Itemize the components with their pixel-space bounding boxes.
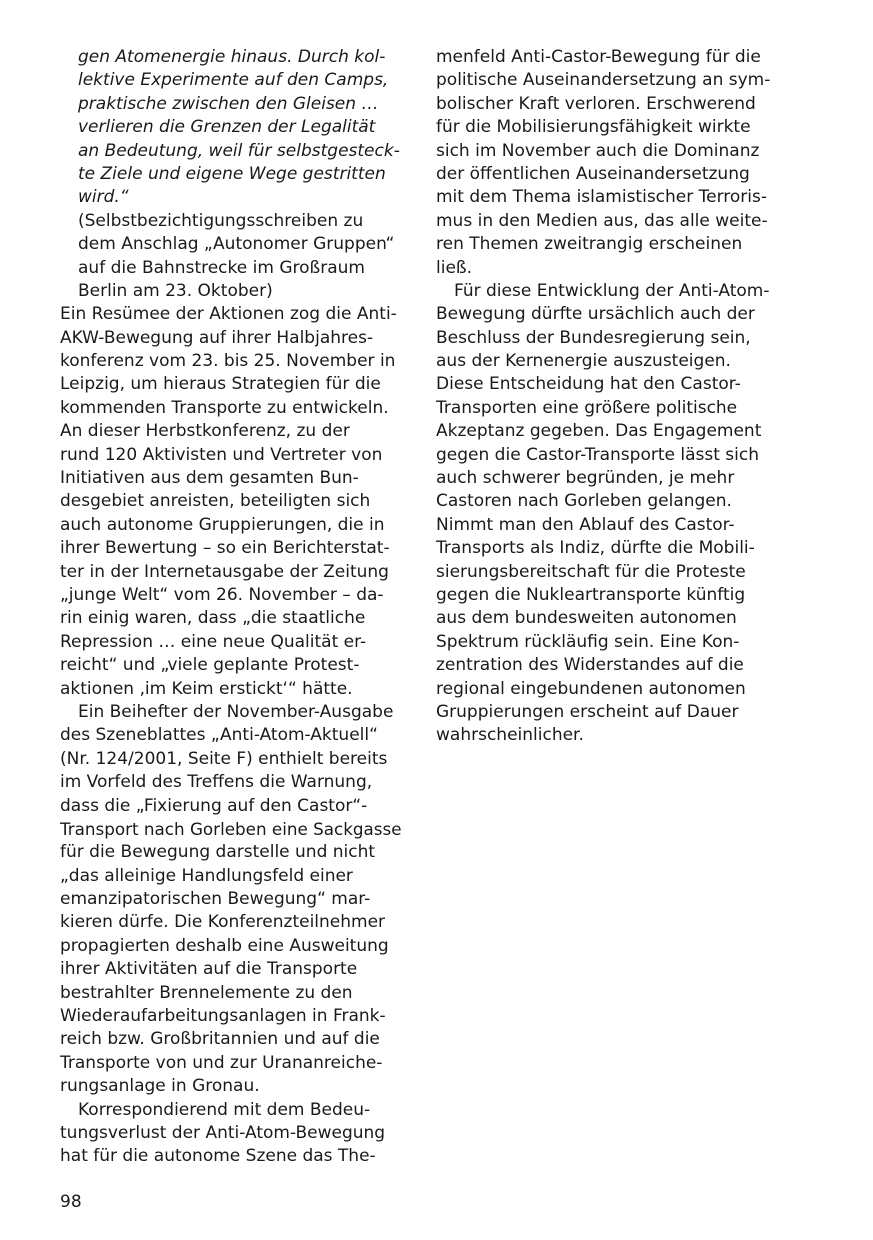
text-line: ter in der Internetausgabe der Zeitung — [60, 561, 389, 582]
text-line: Ein Beihefter der November-Ausgabe — [78, 701, 394, 722]
text-line: Ein Resümee der Aktionen zog die Anti- — [60, 304, 397, 325]
text-line: Repression … eine neue Qualität er- — [60, 631, 367, 652]
text-line: „das alleinige Handlungsfeld einer — [60, 865, 353, 886]
text-line: rungsanlage in Gronau. — [60, 1076, 260, 1097]
text-line: Akzeptanz gegeben. Das Engagement — [436, 421, 762, 442]
text-line: auf die Bahnstrecke im Großraum — [78, 257, 365, 278]
text-line: rin einig waren, dass „die staatliche — [60, 608, 366, 629]
text-line: ren Themen zweitrangig erscheinen — [436, 234, 743, 255]
text-line: menfeld Anti-Castor-Bewegung für die — [436, 47, 761, 67]
text-line: desgebiet anreisten, beteiligten sich — [60, 491, 371, 512]
text-line: verlieren die Grenzen der Legalität — [78, 117, 376, 138]
right-text-column — [436, 46, 786, 748]
text-line: gen Atomenergie hinaus. Durch kol- — [78, 47, 386, 67]
left-text-column — [60, 46, 405, 1169]
text-line: auch autonome Gruppierungen, die in — [60, 514, 385, 535]
text-line: zentration des Widerstandes auf die — [436, 655, 744, 676]
text-line: politische Auseinandersetzung an sym- — [436, 70, 771, 91]
text-line: wird.“ — [78, 187, 129, 208]
text-line: dem Anschlag „Autonomer Gruppen“ — [78, 234, 395, 255]
text-line: te Ziele und eigene Wege gestritten — [78, 163, 386, 184]
text-line: aktionen ‚im Keim erstickt‘“ hätte. — [60, 678, 353, 699]
text-line: „junge Welt“ vom 26. November – da- — [60, 584, 384, 605]
text-line: wahrscheinlicher. — [436, 725, 584, 746]
text-line: aus der Kernenergie auszusteigen. — [436, 351, 731, 372]
text-line: Leipzig, um hieraus Strategien für die — [60, 374, 381, 395]
text-line: Transporte von und zur Urananreiche- — [60, 1052, 383, 1073]
text-line: konferenz vom 23. bis 25. November in — [60, 351, 396, 372]
text-line: ließ. — [436, 257, 473, 278]
text-line: sierungsbereitschaft für die Proteste — [436, 561, 746, 582]
text-line: kieren dürfe. Die Konferenzteilnehmer — [60, 912, 386, 933]
text-line: emanzipatorischen Bewegung“ mar- — [60, 889, 371, 910]
text-line: Transport nach Gorleben eine Sackgasse — [60, 818, 402, 839]
text-line: Wiederaufarbeitungsanlagen in Frank- — [60, 1006, 386, 1027]
text-line: Transporten eine größere politische — [436, 397, 738, 418]
text-line: gegen die Castor-Transporte lässt sich — [436, 444, 759, 465]
text-line: bolischer Kraft verloren. Erschwerend — [436, 93, 756, 114]
page-number: 98 — [60, 1192, 82, 1212]
text-line: Transports als Indiz, dürfte die Mobili- — [436, 538, 755, 559]
text-line: (Nr. 124/2001, Seite F) enthielt bereits — [60, 748, 388, 769]
text-line: ihrer Aktivitäten auf die Transporte — [60, 959, 358, 980]
text-line: ihrer Bewertung – so ein Berichterstat- — [60, 538, 390, 559]
text-line: gegen die Nukleartransporte künftig — [436, 584, 746, 605]
text-line: reich bzw. Großbritannien und auf die — [60, 1029, 380, 1050]
text-line: Korrespondierend mit dem Bedeu- — [78, 1099, 371, 1120]
text-line: im Vorfeld des Treffens die Warnung, — [60, 772, 373, 793]
text-line: Nimmt man den Ablauf des Castor- — [436, 514, 735, 535]
text-line: hat für die autonome Szene das The- — [60, 1146, 376, 1167]
text-line: auch schwerer begründen, je mehr — [436, 468, 735, 489]
text-line: rund 120 Aktivisten und Vertreter von — [60, 444, 383, 465]
text-line: der öffentlichen Auseinandersetzung — [436, 163, 750, 184]
text-line: propagierten deshalb eine Ausweitung — [60, 935, 389, 956]
text-line: tungsverlust der Anti-Atom-Bewegung — [60, 1122, 386, 1143]
text-line: mus in den Medien aus, das alle weite- — [436, 210, 768, 231]
text-line: aus dem bundesweiten autonomen — [436, 608, 737, 629]
text-line: Beschluss der Bundesregierung sein, — [436, 327, 751, 348]
text-line: lektive Experimente auf den Camps, — [78, 70, 389, 91]
text-line: sich im November auch die Dominanz — [436, 140, 760, 161]
text-line: Gruppierungen erscheint auf Dauer — [436, 701, 739, 722]
text-line: Bewegung dürfte ursächlich auch der — [436, 304, 755, 325]
text-line: AKW-Bewegung auf ihrer Halbjahres- — [60, 327, 374, 348]
text-line: kommenden Transporte zu entwickeln. — [60, 397, 389, 418]
text-line: praktische zwischen den Gleisen … — [78, 93, 379, 114]
text-line: für die Mobilisierungsfähigkeit wirkte — [436, 117, 751, 138]
text-line: mit dem Thema islamistischer Terroris- — [436, 187, 768, 208]
text-line: für die Bewegung darstelle und nicht — [60, 842, 376, 863]
text-line: (Selbstbezichtigungsschreiben zu — [78, 210, 364, 231]
text-line: bestrahlter Brennelemente zu den — [60, 982, 353, 1003]
text-line: Initiativen aus dem gesamten Bun- — [60, 468, 359, 489]
text-line: Für diese Entwicklung der Anti-Atom- — [454, 280, 770, 301]
text-line: regional eingebundenen autonomen — [436, 678, 746, 699]
text-line: reicht“ und „viele geplante Protest- — [60, 655, 360, 676]
text-line: Berlin am 23. Oktober) — [78, 280, 273, 301]
text-line: an Bedeutung, weil für selbstgesteck- — [78, 140, 400, 161]
text-line: Spektrum rückläufig sein. Eine Kon- — [436, 631, 740, 652]
text-line: An dieser Herbstkonferenz, zu der — [60, 421, 350, 442]
text-line: dass die „Fixierung auf den Castor“- — [60, 795, 368, 816]
text-line: Diese Entscheidung hat den Castor- — [436, 374, 741, 395]
text-line: Castoren nach Gorleben gelangen. — [436, 491, 732, 512]
text-line: des Szeneblattes „Anti-Atom-Aktuell“ — [60, 725, 378, 746]
